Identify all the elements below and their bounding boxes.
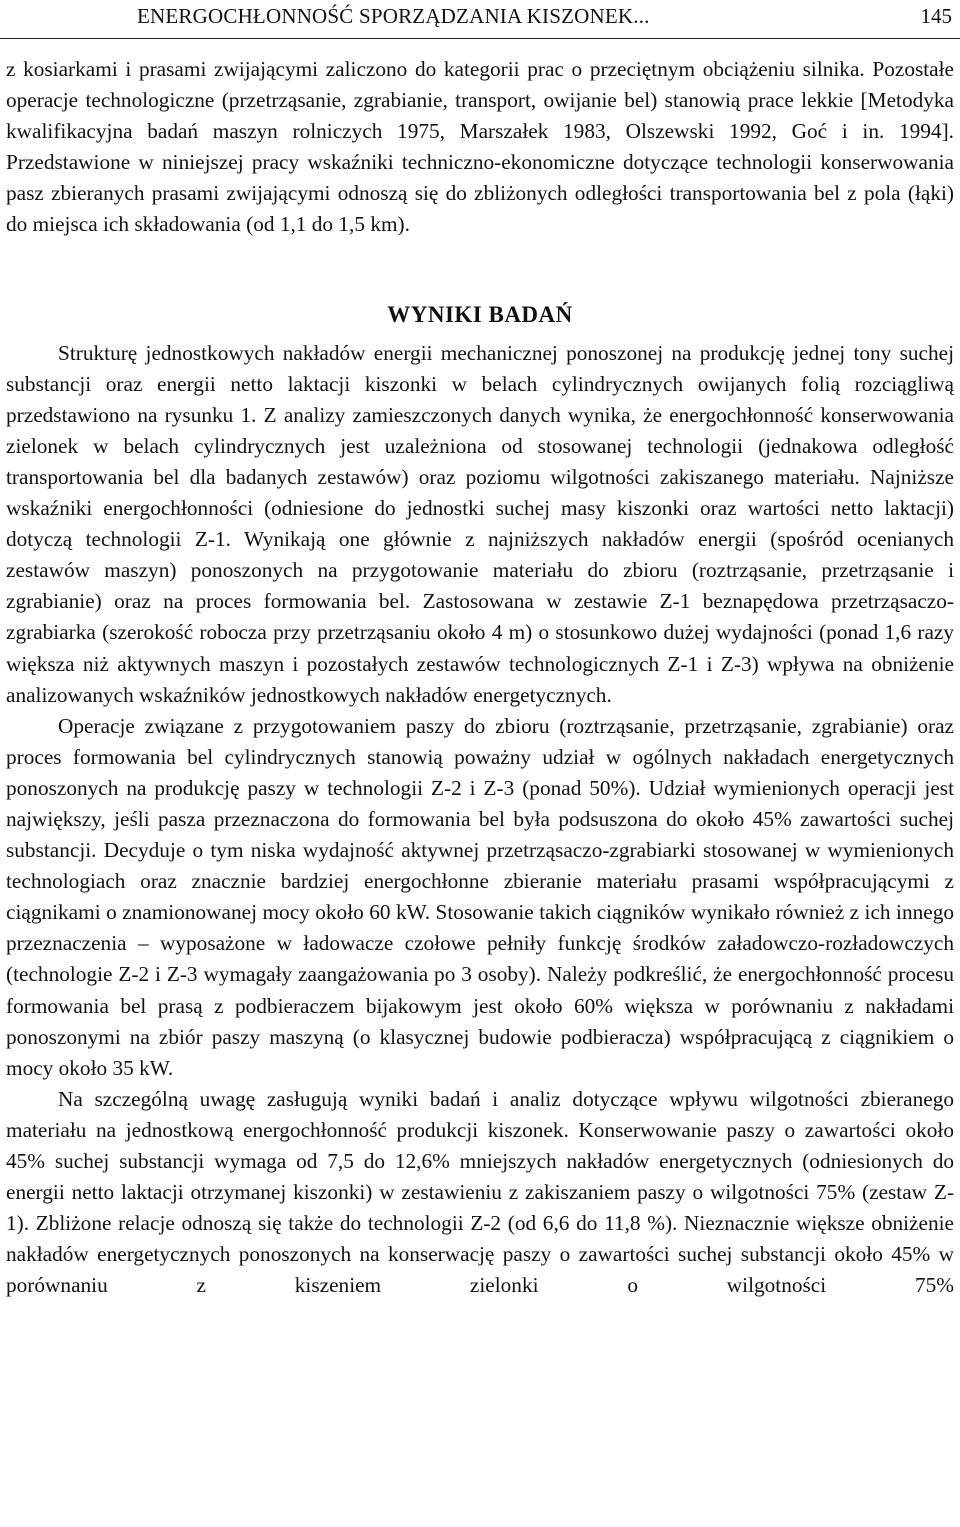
intro-paragraph: z kosiarkami i prasami zwijającymi zaliczono do kategorii prac o przeciętnym obciążeniu silnika. Pozostałe operacje technologiczne (przetrząsanie, zgrabianie, transport, owijanie bel) stanowią prace lekkie [Metodyka kwalifikacyjna badań maszyn rolniczych 1975, Marszałek 1983, Olszewski 1992, Goć i in. 1994]. Przedstawione w niniejszej pracy wskaźniki techniczno-ekonomiczne dotyczące technologii konserwowania pasz zbieranych prasami zwijającymi odnoszą się do zbliżonych odległości transportowania bel z pola (łąki) do miejsca ich składowania (od 1,1 do 1,5 km). bbox=[6, 57, 954, 237]
running-title: ENERGOCHŁONNOŚĆ SPORZĄDZANIA KISZONEK... bbox=[137, 4, 650, 28]
results-paragraph-1: Strukturę jednostkowych nakładów energii mechanicznej ponoszonej na produkcję jednej tony suchej substancji oraz energii netto laktacji kiszonki w belach cylindrycznych owijanych folią rozciągliwą przedstawiono na rysunku 1. Z analizy zamieszczonych danych wynika, że energochłonność konserwowania zielonek w belach cylindrycznych jest uzależniona od stosowanej technologii (jednakowa odległość transportowania bel dla badanych zestawów) oraz poziomu wilgotności zakiszanego materiału. Najniższe wskaźniki energochłonności (odniesione do jednostki suchej masy kiszonki oraz wartości netto laktacji) dotyczą technologii Z-1. Wynikają one głównie z najniższych nakładów energii (spośród ocenianych zestawów maszyn) ponoszonych na przygotowanie materiału do zbioru (roztrząsanie, przetrząsanie i zgrabianie) oraz na proces formowania bel. Zastosowana w zestawie Z-1 beznapędowa przetrząsaczo-zgrabiarka (szerokość robocza przy przetrząsaniu około 4 m) o stosunkowo dużej wydajności (ponad 1,6 razy większa niż aktywnych maszyn i pozostałych zestawów technologicznych Z-1 i Z-3) wpływa na obniżenie analizowanych wskaźników jednostkowych nakładów energetycznych. bbox=[6, 340, 954, 707]
page-body bbox=[6, 54, 954, 1301]
page-number: 145 bbox=[920, 4, 952, 28]
running-header bbox=[0, 0, 960, 39]
results-paragraph-2: Operacje związane z przygotowaniem paszy do zbioru (roztrząsanie, przetrząsanie, zgrabianie) oraz proces formowania bel cylindrycznych stanowią poważny udział w ogólnych nakładach energetycznych ponoszonych na produkcję paszy w technologii Z-2 i Z-3 (ponad 50%). Udział wymienionych operacji jest największy, jeśli pasza przeznaczona do formowania bel była podsuszona do około 45% zawartości suchej substancji. Decyduje o tym niska wydajność aktywnej przetrząsaczo-zgrabiarki stosowanej w wymienionych technologiach oraz znacznie bardziej energochłonne zbieranie materiału prasami współpracującymi z ciągnikami o znamionowanej mocy około 60 kW. Stosowanie takich ciągników wynikało również z ich innego przeznaczenia – wyposażone w ładowacze czołowe pełniły funkcję środków załadowczo-rozładowczych (technologie Z-2 i Z-3 wymagały zaangażowania po 3 osoby). Należy podkreślić, że energochłonność procesu formowania bel prasą z podbieraczem bijakowym jest około 60% większa w porównaniu z nakładami ponoszonymi na zbiór paszy maszyną (o klasycznej budowie podbieracza) współpracującą z ciągnikiem o mocy około 35 kW. bbox=[6, 713, 954, 1080]
section-heading: WYNIKI BADAŃ bbox=[387, 301, 573, 327]
results-paragraph-3: Na szczególną uwagę zasługują wyniki badań i analiz dotyczące wpływu wilgotności zbieranego materiału na jednostkową energochłonność produkcji kiszonek. Konserwowanie paszy o zawartości około 45% suchej substancji wymaga od 7,5 do 12,6% mniejszych nakładów energetycznych (odniesionych do energii netto laktacji otrzymanej kiszonki) w zestawieniu z zakiszaniem paszy o wilgotności 75% (zestaw Z-1). Zbliżone relacje odnoszą się także do technologii Z-2 (od 6,6 do 11,8 %). Nieznacznie większe obniżenie nakładów energetycznych ponoszonych na konserwację paszy o zawartości suchej substancji około 45% w porównaniu z kiszeniem zielonki o wilgotności 75% bbox=[6, 1086, 954, 1298]
